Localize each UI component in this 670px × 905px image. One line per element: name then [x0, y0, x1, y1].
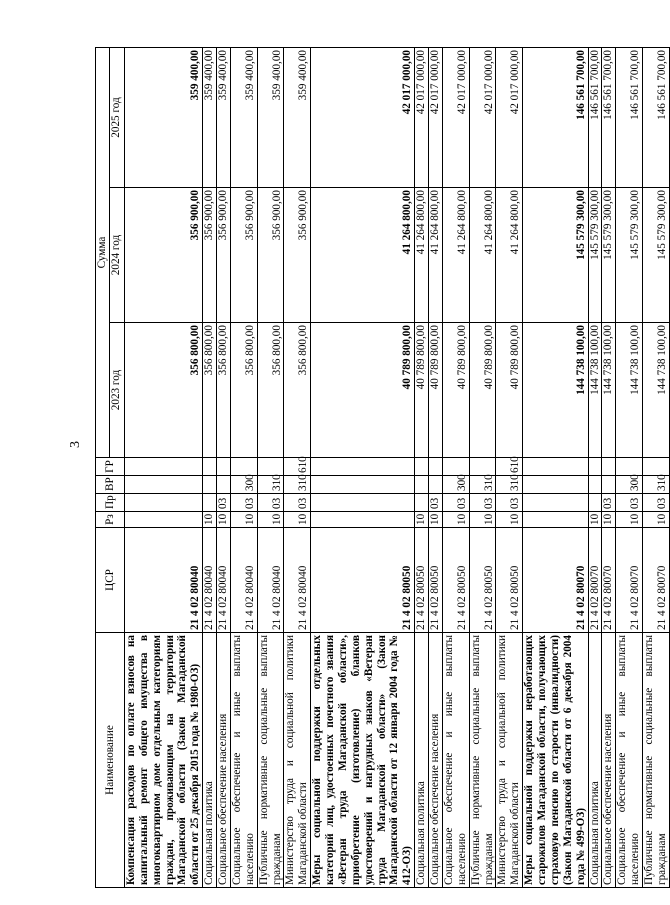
- row-name-cell: Публичные нормативные социальные выплаты гражданам: [643, 633, 670, 888]
- row-2023-cell: 40 789 800,00: [469, 323, 496, 458]
- row-2023-cell: 356 800,00: [203, 323, 217, 458]
- table-row: [469, 47, 496, 887]
- row-2023-cell: 356 800,00: [284, 323, 311, 458]
- row-csr-cell: 21 4 02 80050: [415, 528, 429, 633]
- row-gr-cell: [602, 458, 616, 476]
- row-csr-cell: 21 4 02 80070: [523, 528, 588, 633]
- row-vr-cell: 300: [616, 476, 643, 494]
- row-rz-cell: 10: [257, 512, 284, 528]
- row-rz-cell: 10: [442, 512, 469, 528]
- header-csr: ЦСР: [96, 528, 125, 633]
- row-pr-cell: 03: [469, 494, 496, 512]
- row-vr-cell: 310: [496, 476, 523, 494]
- row-pr-cell: 03: [217, 494, 231, 512]
- table-row: [429, 47, 443, 887]
- row-csr-cell: 21 4 02 80040: [284, 528, 311, 633]
- row-2025-cell: 146 561 700,00: [643, 47, 670, 187]
- row-name-cell: Социальное обеспечение населения: [602, 633, 616, 888]
- row-vr-cell: [429, 476, 443, 494]
- row-2025-cell: 359 400,00: [203, 47, 217, 187]
- header-vr: ВР: [96, 476, 125, 494]
- row-2024-cell: 356 900,00: [217, 188, 231, 323]
- row-pr-cell: 03: [429, 494, 443, 512]
- table-body: [124, 47, 669, 887]
- table-row: [203, 47, 217, 887]
- row-2025-cell: 146 561 700,00: [588, 47, 602, 187]
- row-rz-cell: 10: [429, 512, 443, 528]
- row-csr-cell: 21 4 02 80050: [469, 528, 496, 633]
- table-row: [311, 47, 415, 887]
- row-csr-cell: 21 4 02 80040: [257, 528, 284, 633]
- row-2023-cell: 356 800,00: [217, 323, 231, 458]
- row-vr-cell: [124, 476, 202, 494]
- row-rz-cell: 10: [203, 512, 217, 528]
- row-pr-cell: [124, 494, 202, 512]
- row-vr-cell: 310: [284, 476, 311, 494]
- row-name-cell: Социальное обеспечение населения: [429, 633, 443, 888]
- row-2023-cell: 144 738 100,00: [588, 323, 602, 458]
- row-gr-cell: [124, 458, 202, 476]
- row-csr-cell: 21 4 02 80040: [217, 528, 231, 633]
- row-csr-cell: 21 4 02 80070: [616, 528, 643, 633]
- row-vr-cell: 310: [257, 476, 284, 494]
- row-pr-cell: [415, 494, 429, 512]
- row-gr-cell: [230, 458, 257, 476]
- row-gr-cell: [523, 458, 588, 476]
- table-row: [496, 47, 523, 887]
- row-2025-cell: 359 400,00: [124, 47, 202, 187]
- row-2025-cell: 42 017 000,00: [442, 47, 469, 187]
- row-gr-cell: [588, 458, 602, 476]
- row-2024-cell: 356 900,00: [230, 188, 257, 323]
- row-pr-cell: [588, 494, 602, 512]
- row-gr-cell: [429, 458, 443, 476]
- row-name-cell: Социальная политика: [415, 633, 429, 888]
- row-2023-cell: 144 738 100,00: [643, 323, 670, 458]
- row-2024-cell: 145 579 300,00: [643, 188, 670, 323]
- row-2025-cell: 42 017 000,00: [469, 47, 496, 187]
- row-2023-cell: 144 738 100,00: [616, 323, 643, 458]
- row-vr-cell: 310: [643, 476, 670, 494]
- row-gr-cell: [469, 458, 496, 476]
- header-year-2023: 2023 год: [109, 323, 124, 458]
- row-rz-cell: 10: [230, 512, 257, 528]
- table-row: [217, 47, 231, 887]
- row-2023-cell: 144 738 100,00: [602, 323, 616, 458]
- row-pr-cell: 03: [602, 494, 616, 512]
- row-2023-cell: 40 789 800,00: [496, 323, 523, 458]
- row-gr-cell: [616, 458, 643, 476]
- row-2025-cell: 359 400,00: [284, 47, 311, 187]
- table-row: [230, 47, 257, 887]
- row-csr-cell: 21 4 02 80050: [496, 528, 523, 633]
- row-vr-cell: [602, 476, 616, 494]
- row-rz-cell: 10: [496, 512, 523, 528]
- row-csr-cell: 21 4 02 80040: [230, 528, 257, 633]
- row-2024-cell: 145 579 300,00: [588, 188, 602, 323]
- table-row: [616, 47, 643, 887]
- rotated-page: [95, 48, 668, 888]
- row-rz-cell: 10: [469, 512, 496, 528]
- row-2024-cell: 41 264 800,00: [311, 188, 415, 323]
- table-row: [415, 47, 429, 887]
- row-csr-cell: 21 4 02 80050: [429, 528, 443, 633]
- row-2024-cell: 145 579 300,00: [523, 188, 588, 323]
- header-pr: Пр: [96, 494, 125, 512]
- row-name-cell: Социальное обеспечение и иные выплаты населению: [230, 633, 257, 888]
- row-2023-cell: 40 789 800,00: [311, 323, 415, 458]
- row-2023-cell: 356 800,00: [257, 323, 284, 458]
- row-rz-cell: 10: [588, 512, 602, 528]
- row-pr-cell: 03: [442, 494, 469, 512]
- page-number: 3: [68, 441, 83, 448]
- table-row: [124, 47, 202, 887]
- row-gr-cell: 610: [496, 458, 523, 476]
- row-vr-cell: [588, 476, 602, 494]
- row-pr-cell: [203, 494, 217, 512]
- row-gr-cell: [203, 458, 217, 476]
- row-vr-cell: 300: [230, 476, 257, 494]
- row-name-cell: Публичные нормативные социальные выплаты гражданам: [257, 633, 284, 888]
- row-2023-cell: 356 800,00: [230, 323, 257, 458]
- row-2024-cell: 356 900,00: [124, 188, 202, 323]
- row-2023-cell: 40 789 800,00: [442, 323, 469, 458]
- row-2024-cell: 41 264 800,00: [469, 188, 496, 323]
- row-csr-cell: 21 4 02 80040: [124, 528, 202, 633]
- row-2025-cell: 359 400,00: [230, 47, 257, 187]
- row-2024-cell: 145 579 300,00: [602, 188, 616, 323]
- row-rz-cell: 10: [602, 512, 616, 528]
- row-pr-cell: [311, 494, 415, 512]
- row-2024-cell: 145 579 300,00: [616, 188, 643, 323]
- row-rz-cell: 10: [415, 512, 429, 528]
- row-name-cell: Социальная политика: [588, 633, 602, 888]
- header-sum: Сумма: [96, 47, 110, 457]
- table-row: [643, 47, 670, 887]
- row-pr-cell: 03: [284, 494, 311, 512]
- row-2024-cell: 41 264 800,00: [442, 188, 469, 323]
- row-vr-cell: [203, 476, 217, 494]
- header-rz: Рз: [96, 512, 125, 528]
- row-gr-cell: [442, 458, 469, 476]
- table-row: [442, 47, 469, 887]
- row-2024-cell: 41 264 800,00: [496, 188, 523, 323]
- header-year-2024: 2024 год: [109, 188, 124, 323]
- row-gr-cell: [257, 458, 284, 476]
- row-2025-cell: 42 017 000,00: [429, 47, 443, 187]
- row-rz-cell: [124, 512, 202, 528]
- row-gr-cell: [311, 458, 415, 476]
- row-csr-cell: 21 4 02 80070: [602, 528, 616, 633]
- row-2025-cell: 146 561 700,00: [523, 47, 588, 187]
- row-vr-cell: [415, 476, 429, 494]
- row-csr-cell: 21 4 02 80050: [311, 528, 415, 633]
- row-name-cell: Социальное обеспечение и иные выплаты населению: [616, 633, 643, 888]
- table-row: [588, 47, 602, 887]
- row-gr-cell: [643, 458, 670, 476]
- row-pr-cell: 03: [643, 494, 670, 512]
- row-2023-cell: 144 738 100,00: [523, 323, 588, 458]
- row-2024-cell: 356 900,00: [257, 188, 284, 323]
- row-csr-cell: 21 4 02 80070: [643, 528, 670, 633]
- row-vr-cell: [217, 476, 231, 494]
- row-vr-cell: [523, 476, 588, 494]
- row-vr-cell: 310: [469, 476, 496, 494]
- row-name-cell: Социальное обеспечение и иные выплаты населению: [442, 633, 469, 888]
- row-name-cell: Министерство труда и социальной политики Магаданской области: [496, 633, 523, 888]
- row-2025-cell: 146 561 700,00: [602, 47, 616, 187]
- row-pr-cell: 03: [496, 494, 523, 512]
- row-vr-cell: 300: [442, 476, 469, 494]
- row-2024-cell: 356 900,00: [284, 188, 311, 323]
- budget-table: [95, 47, 670, 888]
- header-name: Наименование: [96, 633, 125, 888]
- row-name-cell: Публичные нормативные социальные выплаты гражданам: [469, 633, 496, 888]
- row-csr-cell: 21 4 02 80070: [588, 528, 602, 633]
- row-name-cell: Меры социальной поддержки неработающих старожилов Магаданской области, получающих страховую пенсию по старости (инвалидности) (Закон Магаданской области от 6 декабря 2004 года № 499-ОЗ): [523, 633, 588, 888]
- header-gr: ГР: [96, 458, 125, 476]
- table-row: [602, 47, 616, 887]
- row-2024-cell: 41 264 800,00: [429, 188, 443, 323]
- row-2025-cell: 359 400,00: [257, 47, 284, 187]
- row-csr-cell: 21 4 02 80050: [442, 528, 469, 633]
- row-pr-cell: 03: [230, 494, 257, 512]
- table-row: [284, 47, 311, 887]
- row-name-cell: Социальная политика: [203, 633, 217, 888]
- row-2023-cell: 40 789 800,00: [429, 323, 443, 458]
- row-2025-cell: 146 561 700,00: [616, 47, 643, 187]
- row-2024-cell: 41 264 800,00: [415, 188, 429, 323]
- row-rz-cell: [523, 512, 588, 528]
- row-2023-cell: 356 800,00: [124, 323, 202, 458]
- row-rz-cell: 10: [616, 512, 643, 528]
- row-csr-cell: 21 4 02 80040: [203, 528, 217, 633]
- row-name-cell: Меры социальной поддержки отдельных категорий лиц, удостоенных почетного звания «Ветеран труда Магаданской области», приобретение (изготовление) бланков удостоверений и нагрудных знаков «Ветеран труда Магаданской области» (Закон Магаданской области от 12 января 2004 года № 412-ОЗ): [311, 633, 415, 888]
- row-2025-cell: 42 017 000,00: [496, 47, 523, 187]
- row-2024-cell: 356 900,00: [203, 188, 217, 323]
- row-gr-cell: 610: [284, 458, 311, 476]
- row-name-cell: Социальное обеспечение населения: [217, 633, 231, 888]
- row-pr-cell: [523, 494, 588, 512]
- row-pr-cell: 03: [257, 494, 284, 512]
- row-2023-cell: 40 789 800,00: [415, 323, 429, 458]
- row-rz-cell: 10: [643, 512, 670, 528]
- table-row: [257, 47, 284, 887]
- row-2025-cell: 42 017 000,00: [415, 47, 429, 187]
- row-name-cell: Министерство труда и социальной политики Магаданской области: [284, 633, 311, 888]
- header-year-2025: 2025 год: [109, 47, 124, 187]
- row-vr-cell: [311, 476, 415, 494]
- row-pr-cell: 03: [616, 494, 643, 512]
- row-rz-cell: 10: [284, 512, 311, 528]
- row-rz-cell: [311, 512, 415, 528]
- row-name-cell: Компенсация расходов по оплате взносов на капитальный ремонт общего имущества в многоквартирном доме отдельным категориям граждан, проживающим на территории Магаданской области (Закон Магаданской области от 25 декабря 2015 года № 1980-ОЗ): [124, 633, 202, 888]
- table-row: [523, 47, 588, 887]
- row-2025-cell: 42 017 000,00: [311, 47, 415, 187]
- row-gr-cell: [415, 458, 429, 476]
- row-gr-cell: [217, 458, 231, 476]
- row-rz-cell: 10: [217, 512, 231, 528]
- row-2025-cell: 359 400,00: [217, 47, 231, 187]
